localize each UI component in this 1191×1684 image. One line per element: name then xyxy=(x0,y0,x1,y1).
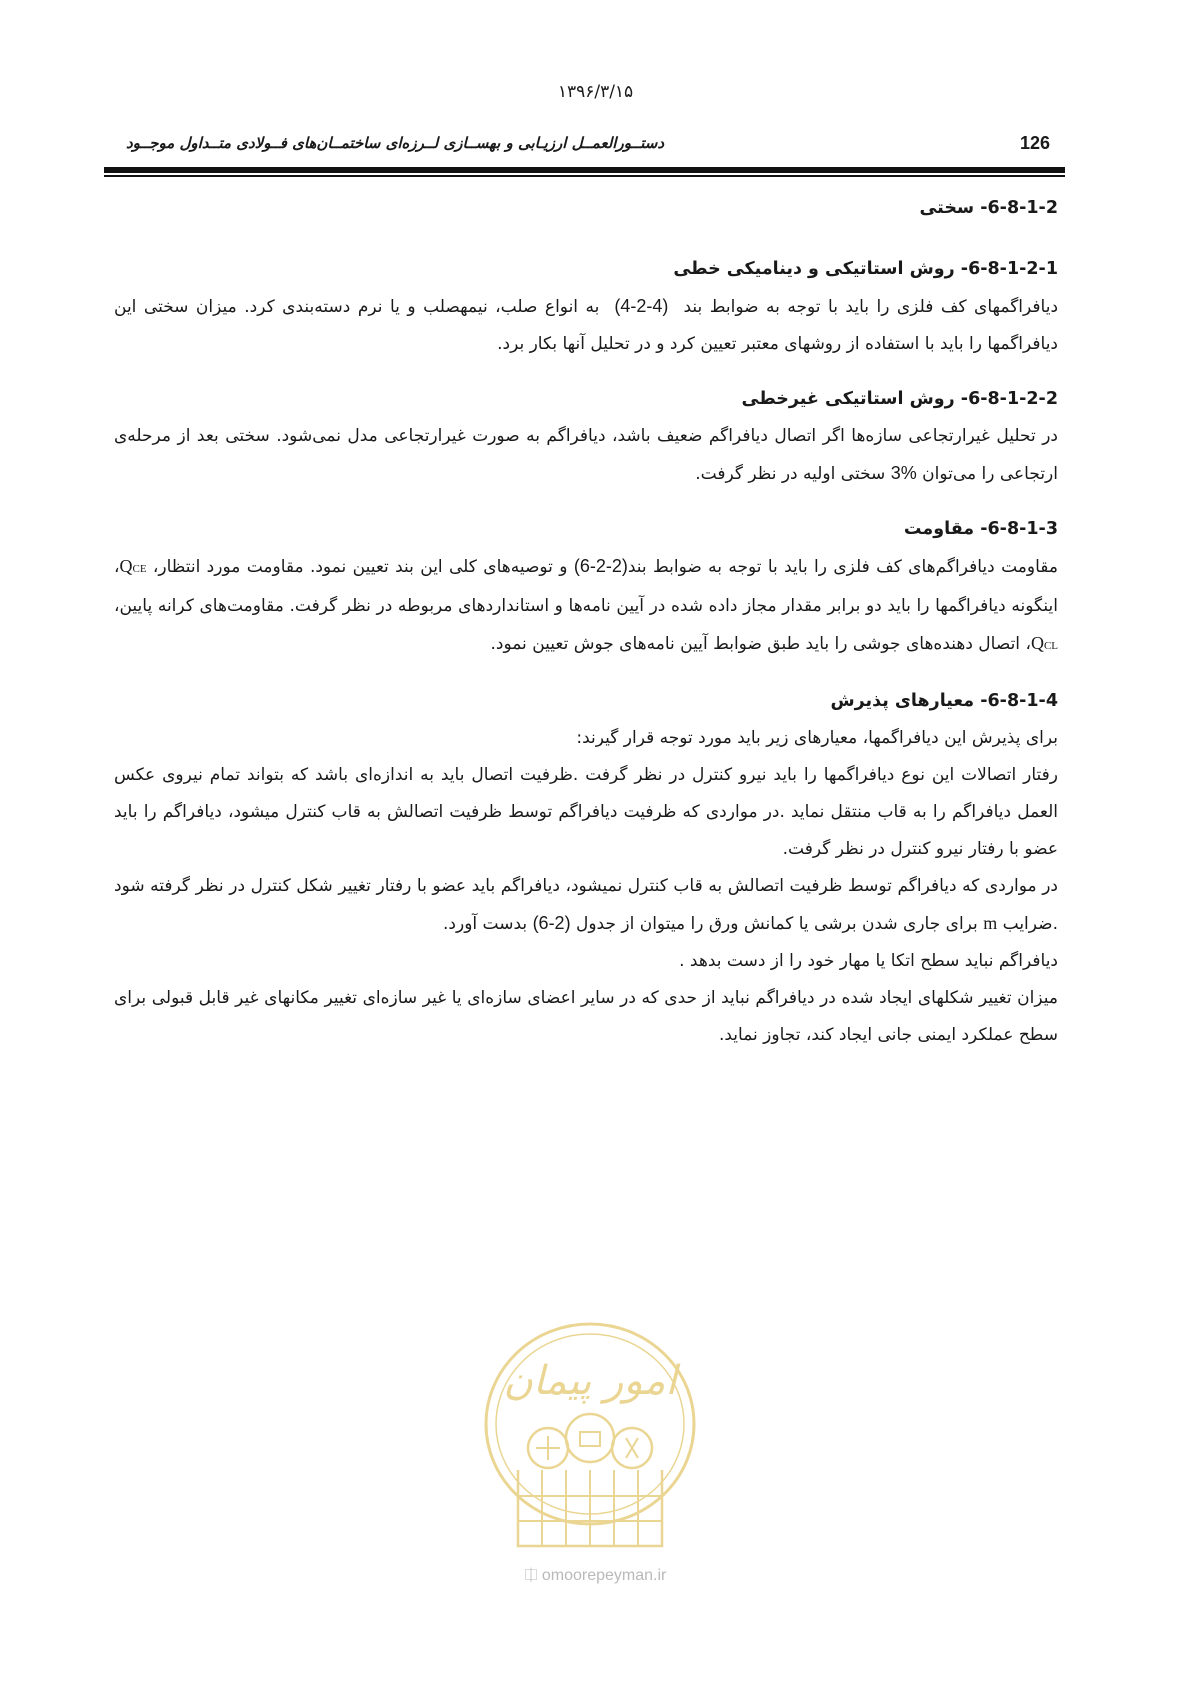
watermark-url: ⎅ omoorepeyman.ir xyxy=(524,1567,667,1584)
section-heading-linear-methods: 6-8-1-2-1- روش استاتیکی و دینامیکی خطی xyxy=(673,259,1058,279)
page-body xyxy=(114,190,1058,1054)
symbol-qce xyxy=(120,556,147,576)
text-run: برای جاری شدن برشی یا کمانش ورق را میتوان از جدول xyxy=(575,914,978,934)
text-run: بدست آورد. xyxy=(443,914,528,934)
page-number: 126 xyxy=(1020,133,1051,153)
stiffness-percent: 3% xyxy=(890,463,917,483)
table-reference: (6-2) xyxy=(532,913,571,933)
text-run: دیافراگمهای کف فلزی را باید با توجه به ضوابط بند xyxy=(683,297,1059,317)
paragraph-deformation-limit: میزان تغییر شکلهای ایجاد شده در دیافراگم نباید از حدی که در سایر اعضای سازه‌ای یا غیر سازه‌ای تغییر مکانهای غیر قابل قبولی برای سطح عملکرد ایمنی جانی ایجاد کند، تجاوز نماید. xyxy=(114,988,1058,1045)
watermark-url-text: omoorepeyman.ir xyxy=(541,1567,667,1584)
text-run: در مواردی که دیافراگم توسط ظرفیت اتصالش به قاب کنترل نمیشود، دیافراگم باید عضو با رفتار تغییر شکل کنترل در نظر گرفته شود .ضرایب xyxy=(114,876,1058,934)
running-header-title: دستــورالعمــل ارزیـابی و بهســازی لــرزه‌ای ساختمــان‌های فــولادی متــداول موجــود xyxy=(126,134,665,152)
clause-reference: (6-2-2) xyxy=(573,556,628,576)
symbol-base: Q xyxy=(119,556,133,576)
section-heading-stiffness: 6-8-1-2- سختی xyxy=(919,198,1058,218)
symbol-subscript: CE xyxy=(132,563,147,575)
section-heading-acceptance-criteria: 6-8-1-4- معیارهای پذیرش xyxy=(830,691,1058,711)
header-rule-thick xyxy=(104,167,1065,173)
paragraph-support-loss: دیافراگم نباید سطح اتکا یا مهار خود را از دست بدهد . xyxy=(679,951,1058,971)
paragraph-linear-methods xyxy=(114,288,1058,363)
document-date: ۱۳۹۶/۳/۱۵ xyxy=(557,82,634,102)
paragraph-acceptance-intro: برای پذیرش این دیافراگمها، معیارهای زیر باید مورد توجه قرار گیرند: xyxy=(576,728,1058,748)
section-heading-nonlinear-static: 6-8-1-2-2- روش استاتیکی غیرخطی xyxy=(741,389,1058,409)
section-heading-strength: 6-8-1-3- مقاومت xyxy=(903,519,1058,539)
paragraph-nonlinear-static xyxy=(114,418,1058,493)
watermark-seal-icon xyxy=(462,1320,718,1560)
symbol-qcl xyxy=(1031,633,1058,653)
symbol-m: m xyxy=(983,913,998,933)
symbol-base: Q xyxy=(1030,633,1044,653)
text-run: و توصیه‌های کلی این بند تعیین نمود. مقاومت مورد انتظار، xyxy=(152,557,568,577)
symbol-subscript: CL xyxy=(1043,640,1058,652)
text-run: در تحلیل غیرارتجاعی سازه‌ها اگر اتصال دیافراگم ضعیف باشد، دیافراگم به صورت غیرارتجاعی مدل نمی‌شود. سختی بعد از مرحله‌ی ارتجاعی را می‌توان xyxy=(114,426,1058,484)
text-run: مقاومت دیافراگم‌های کف فلزی را باید با توجه به ضوابط بند xyxy=(627,557,1058,577)
paragraph-connection-behavior: رفتار اتصالات این نوع دیافراگمها را باید نیرو کنترل در نظر گرفت .ظرفیت اتصال باید به اندازه‌ای باشد که بتواند تمام نیروی عکس العمل دیافراگم را به قاب منتقل نماید .در مواردی که ظرفیت دیافراگم توسط ظرفیت اتصالش به قاب کنترل میشود، دیافراگم را باید عضو با رفتار نیرو کنترل در نظر گرفت. xyxy=(114,765,1058,859)
clause-reference: (4-2-4) xyxy=(614,296,669,316)
omoorepeyman-watermark-logo xyxy=(462,1320,718,1560)
text-run: به انواع صلب، نیمهصلب و یا نرم دسته‌بندی کرد. میزان سختی این دیافراگمها را باید با استفاده از روشهای معتبر تعیین کرد و در تحلیل آنها بکار برد. xyxy=(114,297,1058,354)
watermark-logo-text: امور پیمان xyxy=(503,1358,677,1404)
header-rule-thin xyxy=(104,175,1065,177)
paragraph-deformation-controlled xyxy=(114,868,1058,943)
paragraph-strength xyxy=(114,548,1058,665)
text-run: ، اتصال دهنده‌های جوشی را باید طبق ضوابط آیین نامه‌های جوش تعیین نمود. xyxy=(490,634,1031,654)
text-run: سختی اولیه در نظر گرفت. xyxy=(695,464,886,484)
text-run: ، اینگونه دیافراگمها را باید دو برابر مقدار مجاز داده شده در آیین نامه‌ها و استانداردهای مربوطه در نظر گرفت. مقاومت‌های کرانه پایین، xyxy=(114,557,1058,616)
